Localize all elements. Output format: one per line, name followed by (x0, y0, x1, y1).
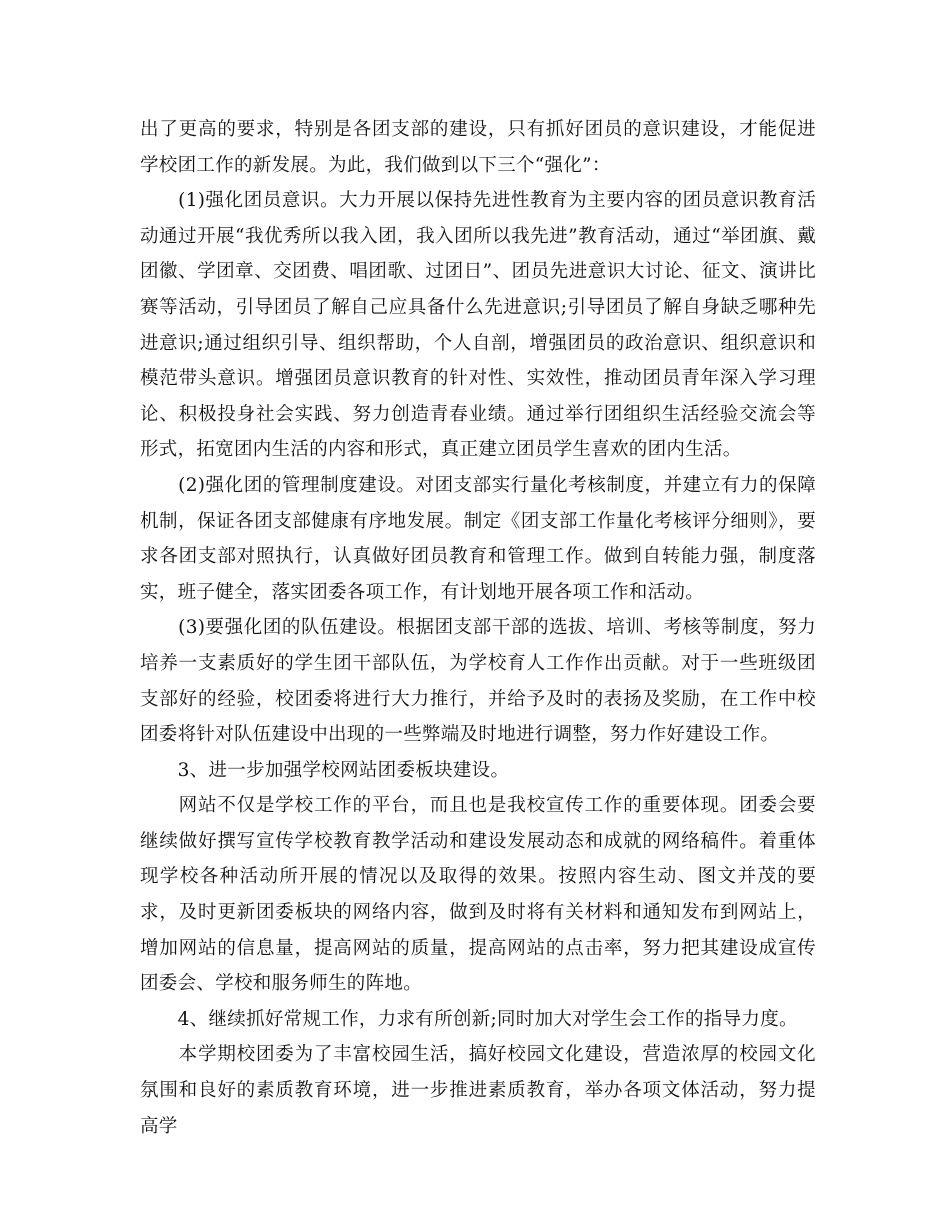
paragraph-strengthen-management-system: (2)强化团的管理制度建设。对团支部实行量化考核制度，并建立有力的保障机制，保证各团支部健康有序地发展。制定《团支部工作量化考核评分细则》，要求各团支部对照执行，认真做好团员教育和管理工作。做到自转能力强，制度落实，班子健全，落实团委各项工作，有计划地开展各项工作和活动。 (140, 474, 816, 603)
paragraph-strengthen-team-building: (3)要强化团的队伍建设。根据团支部干部的选拔、培训、考核等制度，努力培养一支素质好的学生团干部队伍，为学校育人工作作出贡献。对于一些班级团支部好的经验，校团委将进行大力推行，并给予及时的表扬及奖励，在工作中校团委将针对队伍建设中出现的一些弊端及时地进行调整，努力作好建设工作。 (140, 617, 816, 746)
paragraph-website: 网站不仅是学校工作的平台，而且也是我校宣传工作的重要体现。团委会要继续做好撰写宣传学校教育教学活动和建设发展动态和成就的网络稿件。着重体现学校各种活动所开展的情况以及取得的效果。按照内容生动、图文并茂的要求，及时更新团委板块的网络内容，做到及时将有关材料和通知发布到网站上，增加网站的信息量，提高网站的质量，提高网站的点击率，努力把其建设成宣传团委会、学校和服务师生的阵地。 (140, 795, 816, 995)
paragraph-strengthen-member-awareness: (1)强化团员意识。大力开展以保持先进性教育为主要内容的团员意识教育活动通过开展“我优秀所以我入团，我入团所以我先进”教育活动，通过“举团旗、戴团徽、学团章、交团费、唱团歌、过团日”、团员先进意识大讨论、征文、演讲比赛等活动，引导团员了解自己应具备什么先进意识;引导团员了解自身缺乏哪种先进意识;通过组织引导、组织帮助，个人自剖，增强团员的政治意识、组织意识和模范带头意识。增强团员意识教育的针对性、实效性，推动团员青年深入学习理论、积极投身社会实践、努力创造青春业绩。通过举行团组织生活经验交流会等形式，拓宽团内生活的内容和形式，真正建立团员学生喜欢的团内生活。 (140, 190, 816, 461)
paragraph-campus-culture: 本学期校团委为了丰富校园生活，搞好校园文化建设，营造浓厚的校园文化氛围和良好的素质教育环境，进一步推进素质教育，举办各项文体活动，努力提高学 (140, 1044, 816, 1137)
section-heading-routine-work: 4、继续抓好常规工作，力求有所创新;同时加大对学生会工作的指导力度。 (140, 1008, 798, 1030)
paragraph-intro-continuation: 出了更高的要求，特别是各团支部的建设，只有抓好团员的意识建设，才能促进学校团工作的新发展。为此，我们做到以下三个“强化”： (140, 119, 816, 176)
document-body (140, 112, 816, 1144)
section-heading-website: 3、进一步加强学校网站团委板块建设。 (140, 759, 510, 781)
